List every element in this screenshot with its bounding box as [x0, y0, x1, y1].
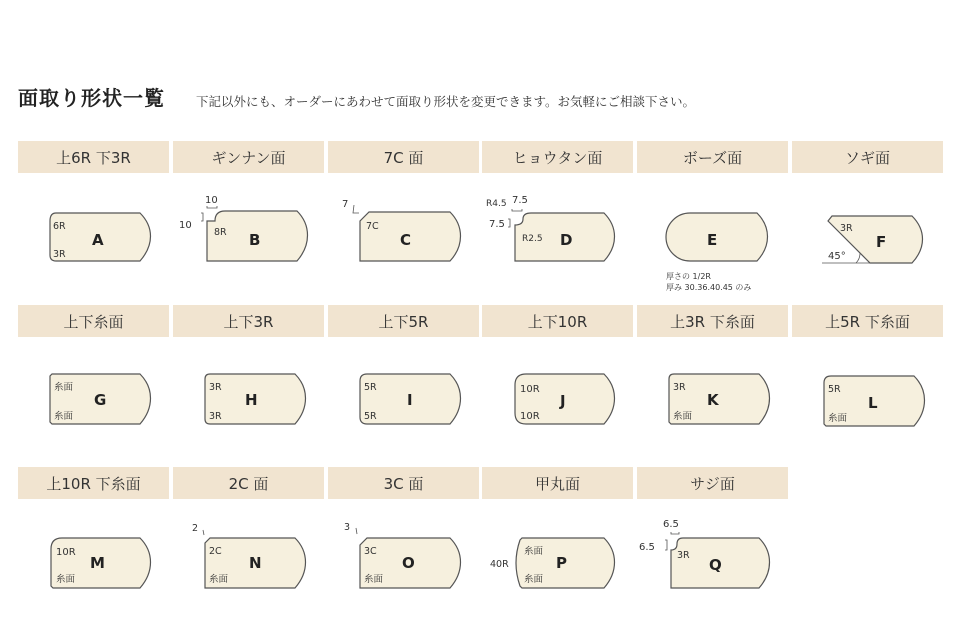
- shape-b-letter: B: [249, 231, 261, 249]
- shape-p-drawing: [482, 500, 633, 622]
- shape-h-bottom-label: 3R: [209, 411, 222, 422]
- shape-c-letter: C: [400, 231, 412, 249]
- shape-n-bottom-label: 糸面: [209, 574, 229, 585]
- shape-d-d2: 7.5: [489, 219, 505, 230]
- shape-q-inner: 3R: [677, 550, 690, 561]
- shape-b-drawing: [173, 175, 324, 297]
- header-b: ギンナン面: [173, 141, 324, 173]
- shape-k-top-label: 3R: [673, 382, 686, 393]
- shape-k-bottom-label: 糸面: [673, 411, 693, 422]
- shape-k: [637, 338, 788, 460]
- shape-a-top-label: 6R: [53, 221, 66, 232]
- shape-m-bottom-label: 糸面: [56, 574, 76, 585]
- header-p: 甲丸面: [482, 467, 633, 499]
- shape-o-letter: O: [402, 554, 415, 572]
- shape-p-left-label: 40R: [490, 559, 509, 570]
- shape-j-top-label: 10R: [520, 384, 540, 395]
- shape-d-drawing: [482, 175, 633, 297]
- header-j: 上下10R: [482, 305, 633, 337]
- shape-o-dim: 3: [344, 522, 351, 533]
- header-q: サジ面: [637, 467, 788, 499]
- shape-f-drawing: [792, 175, 943, 297]
- header-i: 上下5R: [328, 305, 479, 337]
- shape-e-note-2: 厚み 30.36.40.45 のみ: [666, 283, 752, 292]
- shape-d-r2: R2.5: [522, 234, 543, 244]
- shape-o: [328, 500, 479, 622]
- shape-g-bottom-label: 糸面: [54, 411, 74, 422]
- shape-p: [482, 500, 633, 622]
- shape-m-drawing: [18, 500, 169, 622]
- shape-g-letter: G: [94, 391, 107, 409]
- shape-d-letter: D: [560, 231, 573, 249]
- shape-p-letter: P: [556, 554, 567, 572]
- shape-e: [637, 175, 788, 297]
- shape-q-letter: Q: [709, 556, 722, 574]
- header-g: 上下糸面: [18, 305, 169, 337]
- header-o: 3C 面: [328, 467, 479, 499]
- header-c: 7C 面: [328, 141, 479, 173]
- shape-o-top-label: 3C: [364, 546, 377, 557]
- shape-l-top-label: 5R: [828, 384, 841, 395]
- shape-b-dim-top: 10: [205, 195, 218, 206]
- shape-h: [173, 338, 324, 460]
- shape-a-drawing: [18, 175, 169, 297]
- header-a: 上6R 下3R: [18, 141, 169, 173]
- shape-j-drawing: [482, 338, 633, 460]
- shape-q-dim-top: 6.5: [663, 519, 679, 530]
- shape-m-top-label: 10R: [56, 547, 76, 558]
- shape-g: [18, 338, 169, 460]
- shape-n: [173, 500, 324, 622]
- header-e: ボーズ面: [637, 141, 788, 173]
- shape-c-inner: 7C: [366, 221, 379, 232]
- shape-b-inner: 8R: [214, 227, 227, 238]
- shape-h-top-label: 3R: [209, 382, 222, 393]
- shape-o-bottom-label: 糸面: [364, 574, 384, 585]
- shape-f: [792, 175, 943, 297]
- shape-d-d1: 7.5: [512, 195, 528, 206]
- shape-n-drawing: [173, 500, 324, 622]
- header-f: ソギ面: [792, 141, 943, 173]
- shape-i-bottom-label: 5R: [364, 411, 377, 422]
- shape-c-dim: 7: [342, 199, 349, 210]
- shape-g-drawing: [18, 338, 169, 460]
- shape-h-letter: H: [245, 391, 258, 409]
- shape-g-top-label: 糸面: [54, 382, 74, 393]
- shape-f-inner: 3R: [840, 223, 853, 234]
- header-n: 2C 面: [173, 467, 324, 499]
- shape-i-top-label: 5R: [364, 382, 377, 393]
- shape-j-bottom-label: 10R: [520, 411, 540, 422]
- shape-l-bottom-label: 糸面: [828, 413, 848, 424]
- shape-a-letter: A: [92, 231, 104, 249]
- shape-i-drawing: [328, 338, 479, 460]
- shape-l-drawing: [792, 338, 943, 460]
- shape-d-r1: R4.5: [486, 199, 507, 209]
- shape-b-dim-left: 10: [179, 220, 192, 231]
- shape-k-letter: K: [707, 391, 719, 409]
- shape-a: [18, 175, 169, 297]
- header-m: 上10R 下糸面: [18, 467, 169, 499]
- shape-i: [328, 338, 479, 460]
- shape-c: [328, 175, 479, 297]
- header-k: 上3R 下糸面: [637, 305, 788, 337]
- header-h: 上下3R: [173, 305, 324, 337]
- shape-j: [482, 338, 633, 460]
- shape-m-letter: M: [90, 554, 105, 572]
- shape-q-drawing: [637, 500, 788, 622]
- shape-e-note-1: 厚さの 1/2R: [666, 272, 711, 281]
- page-title: 面取り形状一覧: [18, 86, 165, 110]
- shape-m: [18, 500, 169, 622]
- shape-e-letter: E: [707, 231, 718, 249]
- shape-f-angle: 45°: [828, 251, 846, 262]
- shape-b: [173, 175, 324, 297]
- shape-l-letter: L: [868, 394, 878, 412]
- shape-j-letter: J: [560, 392, 566, 410]
- shape-e-drawing: [637, 175, 788, 297]
- header-d: ヒョウタン面: [482, 141, 633, 173]
- shape-q: [637, 500, 788, 622]
- shape-d: [482, 175, 633, 297]
- shape-n-letter: N: [249, 554, 262, 572]
- shape-n-top-label: 2C: [209, 546, 222, 557]
- shape-p-top-label: 糸面: [524, 546, 544, 557]
- shape-c-drawing: [328, 175, 479, 297]
- shape-p-bottom-label: 糸面: [524, 574, 544, 585]
- page-subtitle: 下記以外にも、オーダーにあわせて面取り形状を変更できます。お気軽にご相談下さい。: [196, 94, 696, 109]
- shape-a-bottom-label: 3R: [53, 249, 66, 260]
- shape-n-dim: 2: [192, 523, 199, 534]
- shape-l: [792, 338, 943, 460]
- shape-f-letter: F: [876, 233, 887, 251]
- shape-o-drawing: [328, 500, 479, 622]
- shape-h-drawing: [173, 338, 324, 460]
- shape-k-drawing: [637, 338, 788, 460]
- header-l: 上5R 下糸面: [792, 305, 943, 337]
- shape-q-dim-left: 6.5: [639, 542, 655, 553]
- shape-i-letter: I: [407, 391, 413, 409]
